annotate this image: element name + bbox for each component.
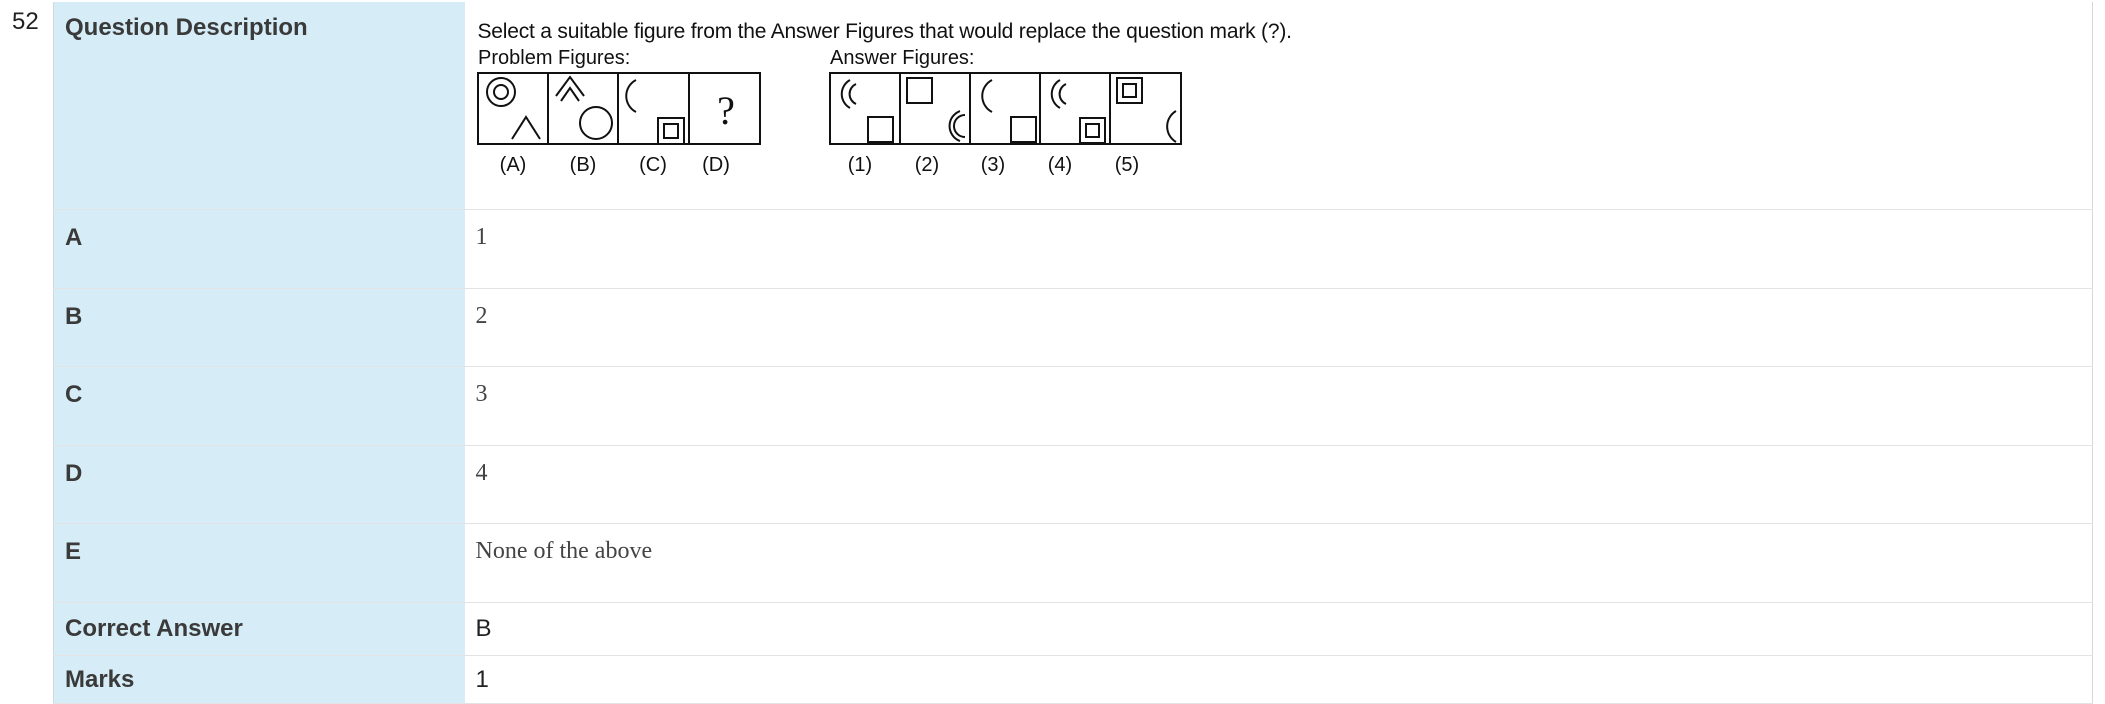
problem-figures-title: Problem Figures: [477,47,630,69]
label-option-e: E [54,523,465,602]
value-option-d: 4 [465,445,2093,523]
answer-5-double-square [1117,78,1142,103]
answer-2-square [907,78,932,103]
label-option-c: C [54,366,465,445]
row-description [54,2,2093,209]
answer-1-double-arc [841,80,855,108]
label-option-a: A [54,209,465,288]
answer-4-double-arc [1051,80,1065,108]
label-marks: Marks [54,655,465,703]
question-table [53,2,2093,704]
row-marks [54,655,2093,703]
answer-2-double-arc [949,111,964,141]
label-question-description: Question Description [54,2,465,209]
value-marks: 1 [465,655,2093,703]
problem-label-b: (B) [569,154,596,176]
problem-label-a: (A) [499,154,526,176]
question-figure [476,44,1236,179]
answer-figures [830,73,1181,144]
value-option-a: 1 [465,209,2093,288]
answer-3-arc [982,80,992,112]
answer-3-square [1011,117,1036,142]
problem-label-c: (C) [638,154,667,176]
figure-c-arc [626,80,636,112]
label-option-d: D [54,445,465,523]
label-option-b: B [54,288,465,366]
figure-b-double-caret [556,77,584,101]
answer-label-3: (3) [980,154,1005,176]
answer-figures-title: Answer Figures: [829,47,974,69]
answer-1-square [868,117,893,142]
question-number: 52 [12,8,39,35]
answer-4-double-square [1080,118,1105,143]
row-option-a [54,209,2093,288]
figure-a-double-circle [487,78,515,106]
figure-a-caret [512,117,540,139]
figure-d-question-mark: ? [716,88,735,133]
label-correct-answer: Correct Answer [54,602,465,655]
figure-c-double-square [658,118,684,144]
value-option-c: 3 [465,366,2093,445]
figure-area [476,44,2093,202]
row-option-b [54,288,2093,366]
answer-label-5: (5) [1114,154,1139,176]
row-option-d [54,445,2093,523]
answer-label-1: (1) [847,154,872,176]
figure-b-circle [580,107,612,139]
question-description-cell [465,2,2093,209]
answer-label-4: (4) [1047,154,1072,176]
answer-label-2: (2) [914,154,939,176]
value-correct-answer: B [465,602,2093,655]
row-correct-answer [54,602,2093,655]
question-text: Select a suitable figure from the Answer Figures that would replace the question mark (?). [477,20,1292,43]
row-option-c [54,366,2093,445]
value-option-b: 2 [465,288,2093,366]
row-option-e [54,523,2093,602]
problem-figures [478,73,760,144]
problem-label-d: (D) [701,154,730,176]
answer-5-arc [1167,111,1176,142]
value-option-e: None of the above [465,523,2093,602]
